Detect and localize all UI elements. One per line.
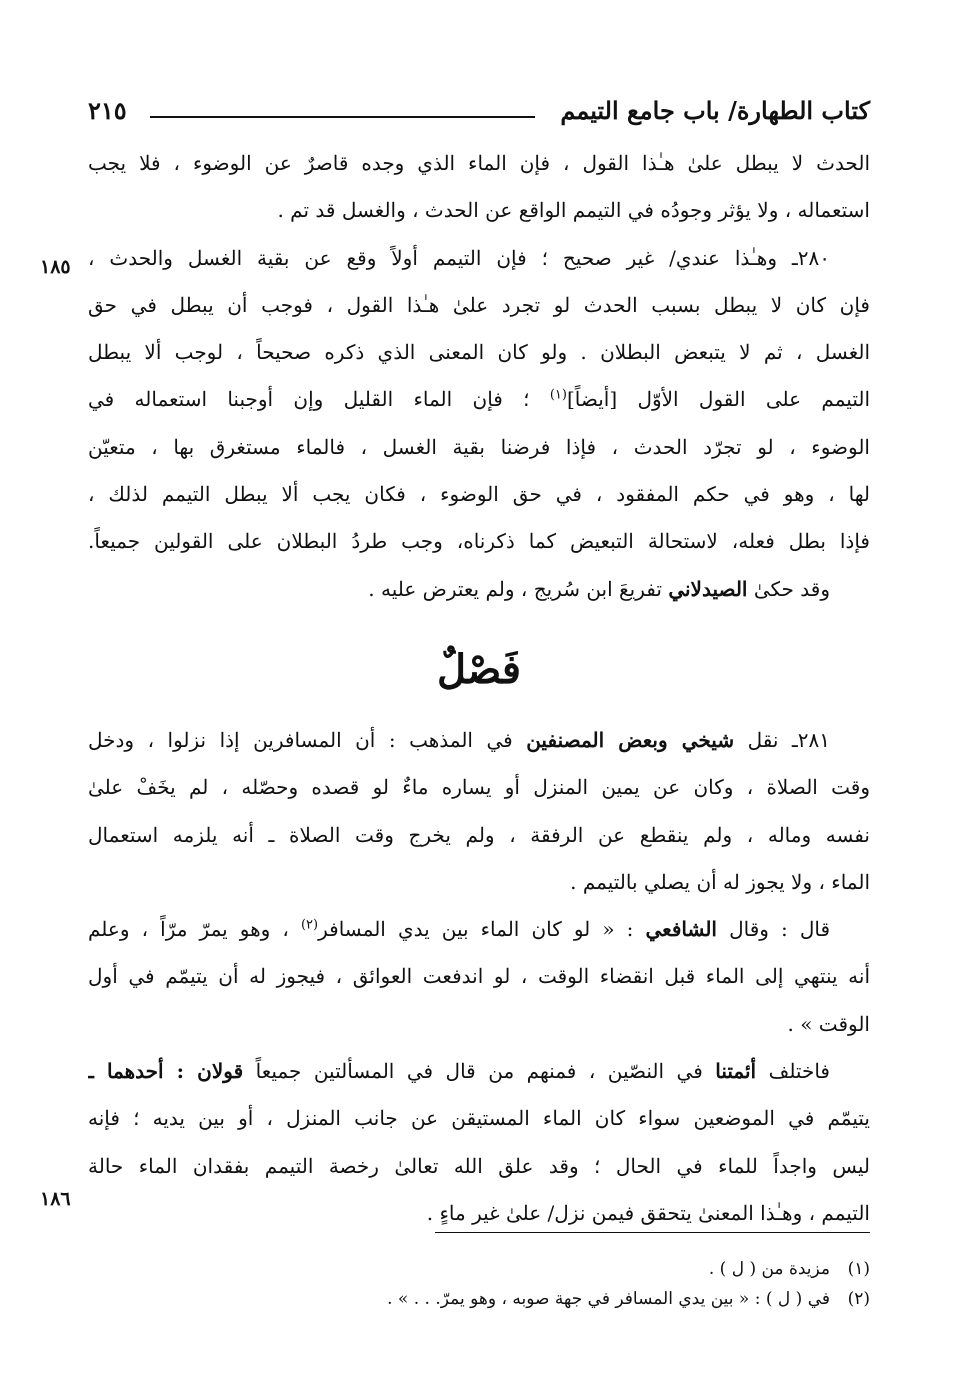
footnote-1 — [88, 1254, 870, 1284]
paragraph-ikhtilaf — [88, 1048, 870, 1237]
header-title: كتاب الطهارة/ باب جامع التيمم — [560, 96, 870, 125]
text-segment: فاختلف — [756, 1059, 830, 1084]
bold-phrase: قولان : أحدهما ـ — [88, 1059, 244, 1084]
main-text-upper — [88, 140, 870, 613]
footnote-text: مزيدة من ( ل ) . — [708, 1259, 830, 1279]
text-line: ٢٨٠ـ وهـٰذا عندي/ غير صحيح ؛ فإن التيمم أولاً وقع عن بقية الغسل والحدث ، — [88, 245, 830, 270]
section-heading-fasl — [0, 630, 958, 710]
footnote-separator — [435, 1232, 870, 1233]
text-segment: ٢٨١ـ نقل — [734, 728, 830, 752]
text-line — [88, 1048, 870, 1095]
paragraph-281 — [88, 717, 870, 906]
text-line — [88, 566, 870, 613]
text-line: نفسه وماله ، ولم ينقطع عن الرفقة ، ولم يخرج وقت الصلاة ـ أنه يلزمه استعمال — [88, 822, 870, 847]
paragraph-280 — [88, 235, 870, 613]
text-line: وقت الصلاة ، وكان عن يمين المنزل أو يساره ماءٌ لو قصده وحصّله ، لم يخَفْ علىٰ — [88, 775, 870, 800]
text-line: يتيمّم في الموضعين سواء كان الماء المستيقن عن جانب المنزل ، أو بين يديه ؛ فإنه — [88, 1106, 870, 1131]
margin-number-185: ١٨٥ — [40, 256, 71, 278]
text-segment: التيمم على القول الأوّل [أيضاً] — [566, 387, 870, 412]
text-line — [88, 717, 870, 764]
text-segment: ، وهو يمرّ مرّاً ، وعلم — [88, 917, 301, 942]
bold-phrase: شيخي وبعض المصنفين — [526, 728, 735, 752]
text-line: لها ، وهو في حكم المفقود ، في حق الوضوء ، فكان يجب ألا يبطل التيمم لذلك ، — [88, 482, 870, 507]
text-segment: في المذهب : أن المسافرين إذا نزلوا ، ودخل — [88, 728, 527, 752]
paragraph-continuation — [88, 140, 870, 235]
text-line: الوقت » . — [787, 1011, 870, 1036]
footnote-text: في ( ل ) : « بين يدي المسافر في جهة صوبه ، وهو يمرّ. . . » . — [387, 1289, 830, 1309]
bold-name: الشافعي — [645, 917, 717, 942]
text-segment: في النصّين ، فمنهم من قال في المسألتين جميعاً — [243, 1059, 716, 1084]
text-line: الماء ، ولا يجوز له أن يصلي بالتيمم . — [570, 869, 870, 894]
margin-number-186: ١٨٦ — [40, 1188, 71, 1210]
text-line: فإذا بطل فعله، لاستحالة التبعيض كما ذكرناه، وجب طردُ البطلان على القولين جميعاً. — [88, 529, 870, 554]
text-segment: : « لو كان الماء بين يدي المسافر — [318, 917, 646, 942]
footnote-ref-1: (١) — [549, 387, 567, 403]
running-header — [88, 92, 870, 132]
text-segment: تفريعَ ابن سُريج ، ولم يعترض عليه . — [368, 576, 669, 601]
page-number: ٢١٥ — [88, 96, 127, 125]
footnotes — [88, 1254, 870, 1314]
header-rule — [150, 116, 535, 118]
footnote-number: (١) — [847, 1259, 870, 1279]
footnote-number: (٢) — [847, 1289, 870, 1309]
text-line: أنه ينتهي إلى الماء قبل انقضاء الوقت ، لو اندفعت العوائق ، فيجوز له أن يتيمّم في أول — [88, 964, 870, 989]
text-line: الحدث لا يبطل علىٰ هـٰذا القول ، فإن الماء الذي وجده قاصرٌ عن الوضوء ، فلا يجب — [88, 151, 870, 175]
footnote-2 — [88, 1284, 870, 1314]
fasl-heading: فَصْلٌ — [436, 646, 522, 693]
text-segment: وقد حكىٰ — [747, 576, 830, 601]
text-line: فإن كان لا يبطل بسبب الحدث لو تجرد علىٰ هـٰذا القول ، فوجب أن يبطل في حق — [88, 292, 870, 317]
text-line: الوضوء ، لو تجرّد الحدث ، فإذا فرضنا بقية الغسل ، فالماء مستغرق بها ، متعيّن — [88, 434, 870, 459]
text-line: استعماله ، ولا يؤثر وجودُه في التيمم الواقع عن الحدث ، والغسل قد تم . — [277, 198, 870, 223]
footnote-ref-2: (٢) — [300, 917, 319, 933]
text-line: ليس واجداً للماء في الحال ؛ وقد علق الله تعالىٰ رخصة التيمم بفقدان الماء حالة — [88, 1153, 870, 1178]
text-line — [88, 906, 870, 953]
text-segment: ؛ فإن الماء القليل وإن أوجبنا استعماله في — [88, 387, 550, 412]
text-line: التيمم ، وهـٰذا المعنىٰ يتحقق فيمن نزل/ علىٰ غير ماءٍ . — [426, 1200, 870, 1225]
text-segment: قال : وقال — [716, 917, 831, 942]
text-line: الغسل ، ثم لا يتبعض البطلان . ولو كان المعنى الذي ذكره صحيحاً ، لوجب ألا يبطل — [88, 340, 870, 365]
main-text-lower — [88, 717, 870, 1237]
text-line — [88, 376, 870, 423]
bold-phrase: أئمتنا — [715, 1059, 757, 1084]
bold-name: الصيدلاني — [668, 576, 748, 601]
paragraph-shafii — [88, 906, 870, 1048]
